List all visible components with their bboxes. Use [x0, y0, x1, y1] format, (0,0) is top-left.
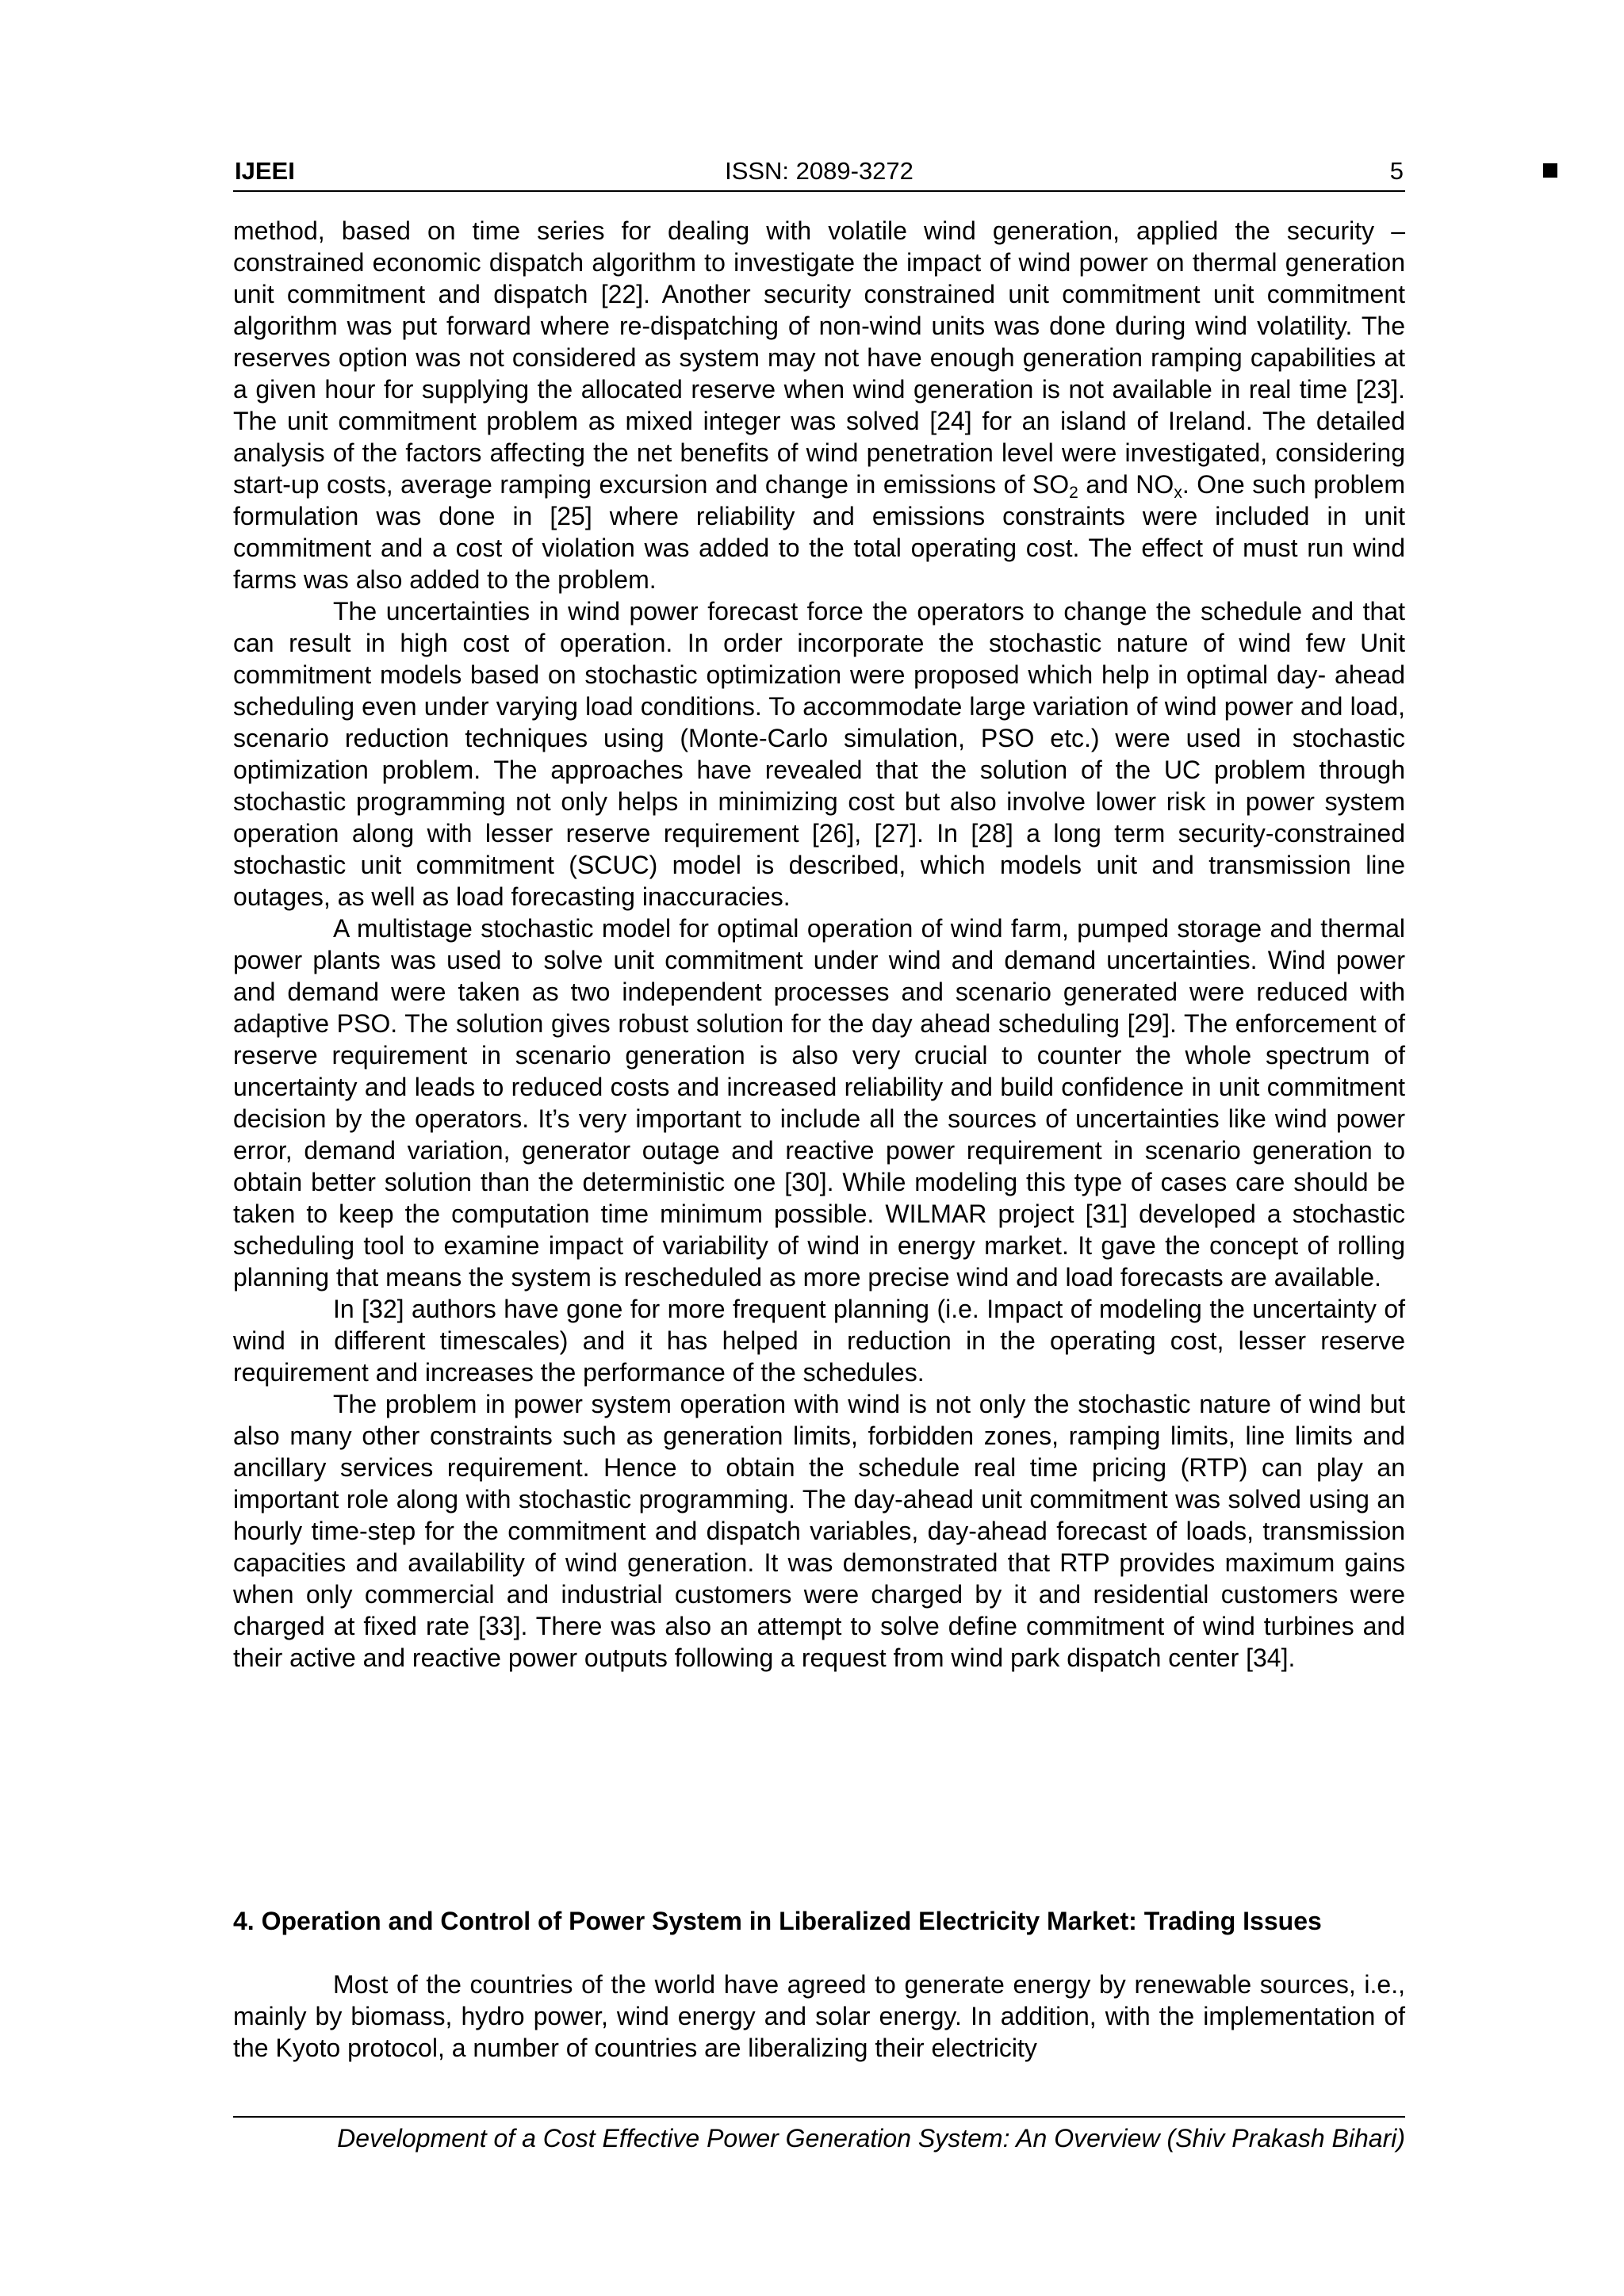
journal-name: IJEEI [235, 157, 295, 185]
paragraph-text: . One such problem formulation was done in [25] where reliability and emissions constraints were included in unit commitment and a cost of violation was added to the total operating cost. The effect of must run wind farms was also added to the problem. [233, 470, 1406, 594]
body-paragraph [233, 595, 1405, 913]
body-paragraph [233, 1388, 1405, 1674]
paragraph-text: The problem in power system operation with wind is not only the stochastic nature of wind but also many other constraints such as generation limits, forbidden zones, ramping limits, line limits and ancillary services requirement. Hence to obtain the schedule real time pricing (RTP) can play an important role along with stochastic programming. The day-ahead unit commitment was solved using an hourly time-step for the commitment and dispatch variables, day-ahead forecast of loads, transmission capacities and availability of wind generation. It was demonstrated that RTP provides maximum gains when only commercial and industrial customers were charged by it and residential customers were charged at fixed rate [33]. There was also an attempt to solve define commitment of wind turbines and their active and reactive power outputs following a request from wind park dispatch center [34]. [233, 1390, 1405, 1672]
paragraph-text: and NO [1078, 470, 1174, 499]
body-paragraph [233, 1293, 1405, 1388]
paragraph-text: In [32] authors have gone for more frequent planning (i.e. Impact of modeling the uncertainty of wind in different timescales) and it has helped in reduction in the operating cost, lesser reserve requirement and increases the performance of the schedules. [233, 1295, 1405, 1387]
section-body [233, 1969, 1405, 2064]
footer-rule [233, 2116, 1405, 2118]
page-number: 5 [1389, 157, 1404, 185]
subscript-text: x [1174, 484, 1182, 502]
body-text [233, 215, 1405, 1674]
section-paragraph: Most of the countries of the world have agreed to generate energy by renewable sources, i.e., mainly by biomass, hydro power, wind energy and solar energy. In addition, with the implementation of the Kyoto protocol, a number of countries are liberalizing their electricity [233, 1970, 1405, 2062]
paragraph-text: A multistage stochastic model for optimal operation of wind farm, pumped storage and thermal power plants was used to solve unit commitment under wind and demand uncertainties. Wind power and demand were taken as two independent processes and scenario generated were reduced with adaptive PSO. The solution gives robust solution for the day ahead scheduling [29]. The enforcement of reserve requirement in scenario generation is also very crucial to counter the whole spectrum of uncertainty and leads to reduced costs and increased reliability and build confidence in unit commitment decision by the operators. It’s very important to include all the sources of uncertainties like wind power error, demand variation, generator outage and reactive power requirement in scenario generation to obtain better solution than the deterministic one [30]. While modeling this type of cases care should be taken to keep the computation time minimum possible. WILMAR project [31] developed a stochastic scheduling tool to examine impact of variability of wind in energy market. It gave the concept of rolling planning that means the system is rescheduled as more precise wind and load forecasts are available. [233, 914, 1405, 1292]
page-footer: Development of a Cost Effective Power Generation System: An Overview (Shiv Prakash Bihari) [337, 2124, 1405, 2152]
body-paragraph [233, 215, 1405, 595]
body-paragraph [233, 913, 1405, 1293]
paragraph-text: The uncertainties in wind power forecast force the operators to change the schedule and that can result in high cost of operation. In order incorporate the stochastic nature of wind few Unit commitment models based on stochastic optimization were proposed which help in optimal day- ahead scheduling even under varying load conditions. To accommodate large variation of wind power and load, scenario reduction techniques using (Monte-Carlo simulation, PSO etc.) were used in stochastic optimization problem. The approaches have revealed that the solution of the UC problem through stochastic programming not only helps in minimizing cost but also involve lower risk in power system operation along with lesser reserve requirement [26], [27]. In [28] a long term security-constrained stochastic unit commitment (SCUC) model is described, which models unit and transmission line outages, as well as load forecasting inaccuracies. [233, 597, 1405, 911]
square-bullet-icon [1543, 163, 1557, 178]
page-header [233, 155, 1405, 192]
paragraph-text: method, based on time series for dealing with volatile wind generation, applied the security – constrained economic dispatch algorithm to investigate the impact of wind power on thermal generation unit commitment and dispatch [22]. Another security constrained unit commitment unit commitment algorithm was put forward where re-dispatching of non-wind units was done during wind volatility. The reserves option was not considered as system may not have enough generation ramping capabilities at a given hour for supplying the allocated reserve when wind generation is not available in real time [23]. The unit commitment problem as mixed integer was solved [24] for an island of Ireland. The detailed analysis of the factors affecting the net benefits of wind penetration level were investigated, considering start-up costs, average ramping excursion and change in emissions of SO [233, 216, 1405, 499]
subscript-text: 2 [1069, 484, 1078, 502]
section-heading: 4. Operation and Control of Power System in Liberalized Electricity Market: Trading Issues [233, 1907, 1322, 1935]
issn-label: ISSN: 2089-3272 [725, 157, 914, 185]
